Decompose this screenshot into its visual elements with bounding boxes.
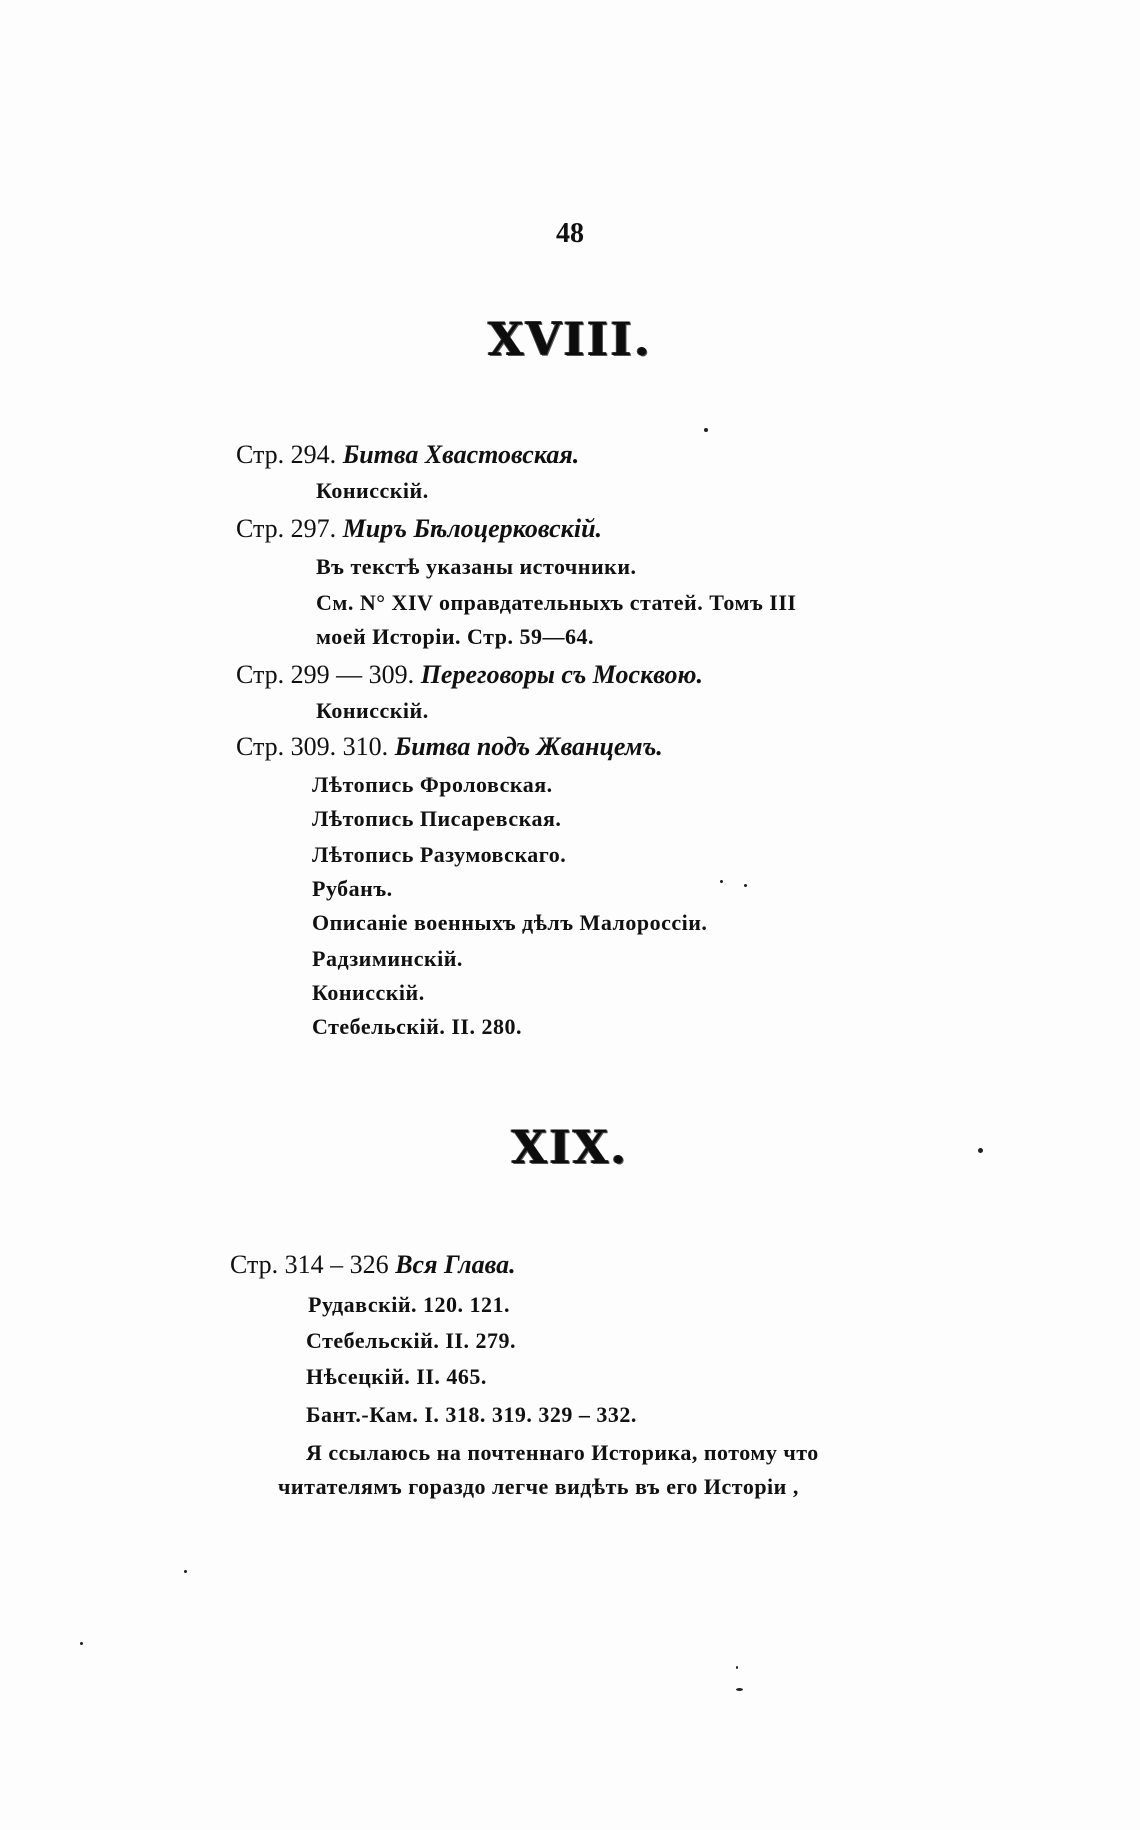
scan-speck xyxy=(184,1570,187,1573)
source-line: Стебельскій. II. 280. xyxy=(312,1014,522,1039)
scan-speck xyxy=(704,428,708,432)
source-line: Стебельскій. II. 279. xyxy=(306,1328,516,1353)
topic-title: Миръ Бѣлоцерковскій. xyxy=(342,514,603,543)
source-line: Рудавскій. 120. 121. xyxy=(308,1292,511,1317)
reference-line xyxy=(230,1250,516,1280)
source-line: Радзиминскій. xyxy=(312,946,463,971)
section-heading-xix: XIX. xyxy=(511,1120,629,1174)
source-line: Конисскій. xyxy=(312,980,425,1005)
page-number: 48 xyxy=(556,218,584,249)
page-reference: Стр. 309. 310. xyxy=(236,732,389,761)
reference-line xyxy=(236,440,579,470)
source-line: Въ текстѣ указаны источники. xyxy=(316,554,637,579)
source-line: моей Исторіи. Стр. 59—64. xyxy=(316,624,594,649)
scan-speck xyxy=(744,884,747,887)
scan-speck xyxy=(978,1148,983,1153)
page-reference: Стр. 294. xyxy=(236,440,337,469)
scan-speck xyxy=(736,1688,743,1691)
reference-line xyxy=(236,514,602,544)
source-line: Рубанъ. xyxy=(312,876,393,901)
topic-title: Битва Хвастовская. xyxy=(342,440,580,469)
topic-title: Вся Глава. xyxy=(395,1250,516,1279)
page-reference: Стр. 297. xyxy=(236,514,337,543)
reference-line xyxy=(236,732,663,762)
source-line: Я ссылаюсь на почтеннаго Историка, потому что xyxy=(306,1440,819,1465)
topic-title: Битва подъ Жванцемъ. xyxy=(394,732,663,761)
source-line: читателямъ гораздо легче видѣть въ его Исторіи , xyxy=(278,1474,799,1499)
reference-line xyxy=(236,660,703,690)
page-reference: Стр. 299 — 309. xyxy=(236,660,415,689)
source-line: Лѣтопись Фроловская. xyxy=(312,772,553,797)
source-line: Конисскій. xyxy=(316,478,429,503)
source-line: Нѣсецкій. II. 465. xyxy=(306,1364,487,1389)
page-reference: Стр. 314 – 326 xyxy=(230,1250,389,1279)
topic-title: Переговоры съ Москвою. xyxy=(420,660,704,689)
source-line: Бант.-Кам. I. 318. 319. 329 – 332. xyxy=(306,1402,637,1427)
scan-speck xyxy=(80,1642,83,1645)
source-line: Лѣтопись Писаревская. xyxy=(312,806,562,831)
source-line: Конисскій. xyxy=(316,698,429,723)
source-line: См. N° XIV оправдательныхъ статей. Томъ III xyxy=(316,590,797,615)
scan-speck xyxy=(736,1666,738,1669)
scan-speck xyxy=(720,880,723,883)
source-line: Описаніе военныхъ дѣлъ Малороссіи. xyxy=(312,910,708,935)
section-heading-xviii: XVIII. xyxy=(488,312,652,366)
source-line: Лѣтопись Разумовскаго. xyxy=(312,842,567,867)
